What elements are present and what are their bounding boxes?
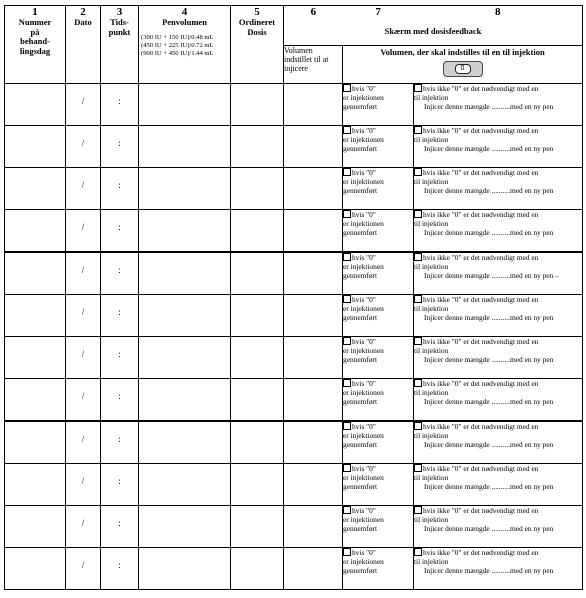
volume-set-cell[interactable] — [284, 126, 343, 168]
header-treatment-day: 1 Nummer på behand- lingsdag — [5, 6, 66, 84]
injection-complete-cell: hvis "0" er injektionen gennemført — [343, 506, 414, 548]
treatment-day-cell[interactable] — [5, 379, 66, 422]
checkbox-new-pen[interactable] — [414, 210, 422, 218]
pen-volume-cell[interactable] — [139, 295, 231, 337]
prescribed-dose-cell[interactable] — [231, 84, 284, 126]
treatment-day-cell[interactable] — [5, 548, 66, 590]
time-cell[interactable]: : — [101, 421, 139, 464]
checkbox-complete[interactable] — [343, 168, 351, 176]
volume-set-cell[interactable] — [284, 84, 343, 126]
pen-volume-cell[interactable] — [139, 126, 231, 168]
volume-set-cell[interactable] — [284, 252, 343, 295]
checkbox-new-pen[interactable] — [414, 84, 422, 92]
injection-needed-cell: hvis ikke "0" er det nødvendigt med en til injektion Injicer denne mængde ..........med en ny pen — [414, 168, 583, 210]
header-date: 2 Dato — [66, 6, 101, 84]
header-time: 3 Tids- punkt — [101, 6, 139, 84]
checkbox-complete[interactable] — [343, 506, 351, 514]
log-row — [5, 548, 583, 590]
date-cell[interactable]: / — [66, 84, 101, 126]
time-cell[interactable]: : — [101, 126, 139, 168]
date-cell[interactable]: / — [66, 421, 101, 464]
injection-needed-cell: hvis ikke "0" er det nødvendigt med en til injektion Injicer denne mængde ..........med en ny pen — [414, 421, 583, 464]
log-row — [5, 126, 583, 168]
checkbox-complete[interactable] — [343, 379, 351, 387]
injection-complete-cell: hvis "0" er injektionen gennemført — [343, 252, 414, 295]
checkbox-new-pen[interactable] — [414, 464, 422, 472]
date-cell[interactable]: / — [66, 379, 101, 422]
pen-volume-cell[interactable] — [139, 252, 231, 295]
volume-set-cell[interactable] — [284, 295, 343, 337]
checkbox-new-pen[interactable] — [414, 422, 422, 430]
injection-complete-cell: hvis "0" er injektionen gennemført — [343, 126, 414, 168]
checkbox-complete[interactable] — [343, 337, 351, 345]
volume-set-cell[interactable] — [284, 506, 343, 548]
date-cell[interactable]: / — [66, 295, 101, 337]
injection-needed-cell: hvis ikke "0" er det nødvendigt med en til injektion Injicer denne mængde ..........med en ny pen — [414, 379, 583, 422]
injection-log-table — [4, 5, 583, 590]
pen-volume-cell[interactable] — [139, 421, 231, 464]
injection-complete-cell: hvis "0" er injektionen gennemført — [343, 421, 414, 464]
time-cell[interactable]: : — [101, 464, 139, 506]
pen-volume-cell[interactable] — [139, 506, 231, 548]
checkbox-new-pen[interactable] — [414, 253, 422, 261]
volume-set-cell[interactable] — [284, 548, 343, 590]
header-treatment-day-label: Nummer på behand- lingsdag — [18, 17, 52, 56]
checkbox-complete[interactable] — [343, 464, 351, 472]
injection-needed-cell: hvis ikke "0" er det nødvendigt med en til injektion Injicer denne mængde ..........med en ny pen — [414, 464, 583, 506]
volume-set-cell[interactable] — [284, 464, 343, 506]
header-volume-set: Volumen indstillet til at injicere — [284, 46, 343, 84]
treatment-day-cell[interactable] — [5, 126, 66, 168]
time-cell[interactable]: : — [101, 337, 139, 379]
log-row — [5, 379, 583, 422]
pen-volume-cell[interactable] — [139, 379, 231, 422]
date-cell[interactable]: / — [66, 548, 101, 590]
injection-complete-cell: hvis "0" er injektionen gennemført — [343, 379, 414, 422]
pen-volume-cell[interactable] — [139, 464, 231, 506]
treatment-day-cell[interactable] — [5, 337, 66, 379]
time-cell[interactable]: : — [101, 168, 139, 210]
checkbox-new-pen[interactable] — [414, 548, 422, 556]
checkbox-new-pen[interactable] — [414, 379, 422, 387]
treatment-day-cell[interactable] — [5, 506, 66, 548]
log-row — [5, 210, 583, 253]
treatment-day-cell[interactable] — [5, 210, 66, 253]
checkbox-complete[interactable] — [343, 210, 351, 218]
injection-needed-cell: hvis ikke "0" er det nødvendigt med en til injektion Injicer denne mængde ..........med en ny pen – — [414, 252, 583, 295]
checkbox-complete[interactable] — [343, 422, 351, 430]
treatment-day-cell[interactable] — [5, 421, 66, 464]
header-prescribed-dose: 5 Ordineret Dosis — [231, 6, 284, 84]
date-cell[interactable]: / — [66, 126, 101, 168]
volume-set-cell[interactable] — [284, 337, 343, 379]
volume-set-cell[interactable] — [284, 168, 343, 210]
dose-screen-label: Skærm med dosisfeedback — [384, 26, 482, 36]
treatment-day-cell[interactable] — [5, 464, 66, 506]
pen-volume-cell[interactable] — [139, 210, 231, 253]
pen-dial-icon: 0 — [443, 61, 483, 77]
checkbox-complete[interactable] — [343, 84, 351, 92]
header-volume-to-set: Volumen, der skal indstilles til en til injektion 0 — [343, 46, 583, 84]
pen-volume-cell[interactable] — [139, 337, 231, 379]
injection-complete-cell: hvis "0" er injektionen gennemført — [343, 464, 414, 506]
checkbox-complete[interactable] — [343, 295, 351, 303]
prescribed-dose-cell[interactable] — [231, 548, 284, 590]
injection-complete-cell: hvis "0" er injektionen gennemført — [343, 210, 414, 253]
checkbox-new-pen[interactable] — [414, 337, 422, 345]
time-cell[interactable]: : — [101, 506, 139, 548]
injection-complete-cell: hvis "0" er injektionen gennemført — [343, 168, 414, 210]
prescribed-dose-cell[interactable] — [231, 337, 284, 379]
log-row — [5, 168, 583, 210]
time-cell[interactable]: : — [101, 548, 139, 590]
prescribed-dose-cell[interactable] — [231, 421, 284, 464]
injection-needed-cell: hvis ikke "0" er det nødvendigt med en til injektion Injicer denne mængde ..........med en ny pen — [414, 506, 583, 548]
date-cell[interactable]: / — [66, 210, 101, 253]
log-row — [5, 506, 583, 548]
injection-needed-cell: hvis ikke "0" er det nødvendigt med en til injektion Injicer denne mængde ..........med en ny pen — [414, 84, 583, 126]
treatment-day-cell[interactable] — [5, 168, 66, 210]
log-row — [5, 337, 583, 379]
date-cell[interactable]: / — [66, 252, 101, 295]
injection-complete-cell: hvis "0" er injektionen gennemført — [343, 548, 414, 590]
injection-complete-cell: hvis "0" er injektionen gennemført — [343, 337, 414, 379]
volume-set-cell[interactable] — [284, 421, 343, 464]
injection-needed-cell: hvis ikke "0" er det nødvendigt med en til injektion Injicer denne mængde ..........med en ny pen — [414, 295, 583, 337]
treatment-day-cell[interactable] — [5, 252, 66, 295]
treatment-day-cell[interactable] — [5, 295, 66, 337]
checkbox-new-pen[interactable] — [414, 506, 422, 514]
log-row — [5, 464, 583, 506]
injection-needed-cell: hvis ikke "0" er det nødvendigt med en til injektion Injicer denne mængde ..........med en ny pen — [414, 337, 583, 379]
injection-needed-cell: hvis ikke "0" er det nødvendigt med en til injektion Injicer denne mængde ..........med en ny pen — [414, 210, 583, 253]
checkbox-complete[interactable] — [343, 253, 351, 261]
time-cell[interactable]: : — [101, 84, 139, 126]
prescribed-dose-cell[interactable] — [231, 252, 284, 295]
date-cell[interactable]: / — [66, 168, 101, 210]
header-pen-volume: 4 Penvolumen (300 IU + 150 IU)/0.48 mL (450 IU + 225 IU)/0.72 mL (900 IU + 450 IU)/1.44 mL — [139, 6, 231, 84]
prescribed-dose-cell[interactable] — [231, 379, 284, 422]
time-cell[interactable]: : — [101, 252, 139, 295]
prescribed-dose-cell[interactable] — [231, 295, 284, 337]
log-row — [5, 84, 583, 126]
log-row — [5, 421, 583, 464]
checkbox-complete[interactable] — [343, 126, 351, 134]
prescribed-dose-cell[interactable] — [231, 168, 284, 210]
checkbox-new-pen[interactable] — [414, 295, 422, 303]
pen-volume-cell[interactable] — [139, 548, 231, 590]
checkbox-complete[interactable] — [343, 548, 351, 556]
pen-volume-options: (300 IU + 150 IU)/0.48 mL (450 IU + 225 IU)/0.72 mL (900 IU + 450 IU)/1.44 mL — [141, 33, 214, 57]
date-cell[interactable]: / — [66, 337, 101, 379]
log-row — [5, 295, 583, 337]
injection-complete-cell: hvis "0" er injektionen gennemført — [343, 295, 414, 337]
time-cell[interactable]: : — [101, 295, 139, 337]
date-cell[interactable]: / — [66, 506, 101, 548]
prescribed-dose-cell[interactable] — [231, 506, 284, 548]
date-cell[interactable]: / — [66, 464, 101, 506]
pen-volume-cell[interactable] — [139, 168, 231, 210]
injection-needed-cell: hvis ikke "0" er det nødvendigt med en til injektion Injicer denne mængde ..........med en ny pen — [414, 126, 583, 168]
volume-set-cell[interactable] — [284, 210, 343, 253]
pen-volume-cell[interactable] — [139, 84, 231, 126]
header-dose-screen: 6 7 8 Skærm med dosisfeedback — [284, 6, 583, 46]
prescribed-dose-cell[interactable] — [231, 464, 284, 506]
prescribed-dose-cell[interactable] — [231, 126, 284, 168]
injection-needed-cell: hvis ikke "0" er det nødvendigt med en til injektion Injicer denne mængde ..........med en ny pen — [414, 548, 583, 590]
checkbox-new-pen[interactable] — [414, 126, 422, 134]
volume-set-cell[interactable] — [284, 379, 343, 422]
checkbox-new-pen[interactable] — [414, 168, 422, 176]
treatment-day-cell[interactable] — [5, 84, 66, 126]
log-row — [5, 252, 583, 295]
time-cell[interactable]: : — [101, 379, 139, 422]
injection-complete-cell: hvis "0" er injektionen gennemført — [343, 84, 414, 126]
prescribed-dose-cell[interactable] — [231, 210, 284, 253]
time-cell[interactable]: : — [101, 210, 139, 253]
